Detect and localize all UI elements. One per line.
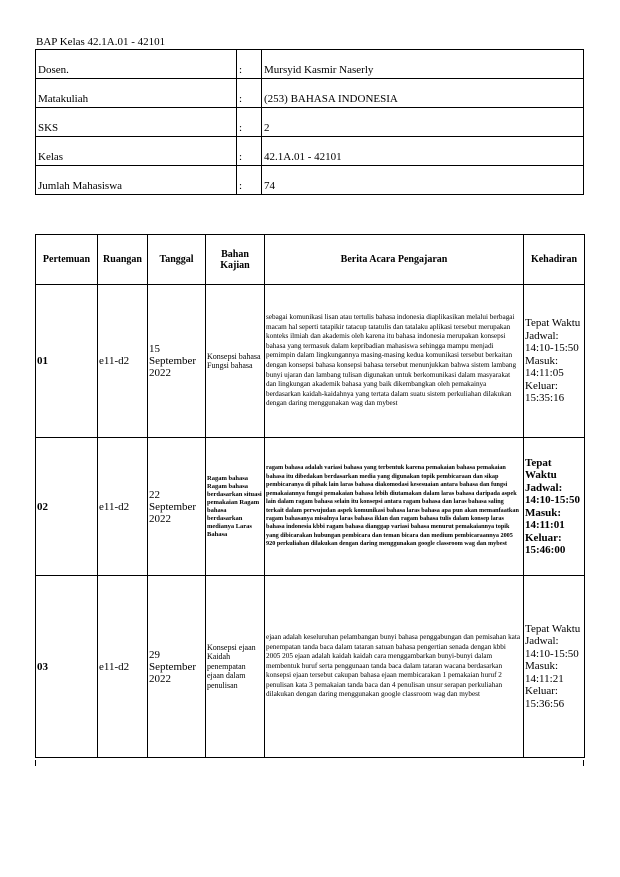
table-continuation-left [35,760,36,766]
column-header: Pertemuan [36,235,98,285]
course-info-table [35,49,584,195]
ruangan-cell: e11-d2 [98,438,148,576]
info-row-dosen [36,50,584,79]
info-value: 2 [262,108,584,137]
pertemuan-cell: 01 [36,285,98,438]
berita-acara-cell: ragam bahasa adalah variasi bahasa yang terbentuk karena pemakaian bahasa pemakaian bahasa itu dibedakan berdasarkan media yang digunakan topik pembicaraan dan sikap pembicaranya di pihak lain laras bahasa diakomodasi kesesuaian antara bahasa dan fungsi pemakaiannya fungsi pemakaian bahasa lebih diutamakan dalam laras bahasa daripada aspek lain dalam ragam bahasa selain itu konsepsi antara ragam bahasa dan laras bahasa saling terkait dalam perwujudan aspek komunikasi bahasa laras bahasa apa pun akan memanfaatkan ragam bahasanya misalnya laras bahasa iklan dan ragam bahasa tulis dalam konsep laras bahasa indonesia kbbi ragam bahasa dianggap variasi bahasa menurut pemakaiannya topik yang dibicarakan hubungan pembicara dan teman bicara dan medium pembicaraannya 2005 920 perkuliahan dilakukan dengan daring menggunakan google classroom wag dan mybest [265,438,524,576]
info-row-jumlah-mahasiswa [36,166,584,195]
info-row-matakuliah [36,79,584,108]
info-value: (253) BAHASA INDONESIA [262,79,584,108]
kehadiran-cell: Tepat Waktu Jadwal: 14:10-15:50 Masuk: 14:11:01 Keluar: 15:46:00 [524,438,585,576]
info-separator: : [237,79,262,108]
bahan-kajian-cell: Konsepsi bahasa Fungsi bahasa [206,285,265,438]
info-row-sks [36,108,584,137]
column-header: Bahan Kajian [206,235,265,285]
info-separator: : [237,166,262,195]
meetings-table [35,234,585,758]
column-header: Ruangan [98,235,148,285]
tanggal-cell: 29 September 2022 [148,576,206,758]
document-title: BAP Kelas 42.1A.01 - 42101 [36,36,166,48]
table-header-row [36,235,585,285]
info-value: 42.1A.01 - 42101 [262,137,584,166]
bahan-kajian-cell: Ragam bahasa Ragam bahasa berdasarkan situasi pemakaian Ragam bahasa berdasarkan medianya Laras Bahasa [206,438,265,576]
ruangan-cell: e11-d2 [98,576,148,758]
kehadiran-cell: Tepat Waktu Jadwal: 14:10-15:50 Masuk: 14:11:21 Keluar: 15:36:56 [524,576,585,758]
info-label: Dosen. [36,50,237,79]
info-value: Mursyid Kasmir Naserly [262,50,584,79]
berita-acara-cell: ejaan adalah keseluruhan pelambangan bunyi bahasa penggabungan dan pemisahan kata penempatan tanda baca dalam tataran satuan bahasa pengertian senada dengan kbbi 2005 205 ejaan adalah kaidah kaidah cara menggambarkan bunyi-bunyi dalam membentuk huruf serta penggunaan tanda baca dalam tataran wacana berdasarkan konsepsi ejaan tersebut cakupan bahasa ejaan membicarakan 1 pemakaian huruf 2 penulisan kata 3 pemakaian tanda baca dan 4 penulisan unsur serapan perkuliahan dilakukan dengan daring menggunakan google classroom wag dan mybest [265,576,524,758]
ruangan-cell: e11-d2 [98,285,148,438]
table-continuation-right [583,760,584,766]
pertemuan-cell: 03 [36,576,98,758]
info-row-kelas [36,137,584,166]
info-label: Jumlah Mahasiswa [36,166,237,195]
info-separator: : [237,137,262,166]
info-value: 74 [262,166,584,195]
info-separator: : [237,108,262,137]
info-label: Matakuliah [36,79,237,108]
table-row [36,438,585,576]
info-label: SKS [36,108,237,137]
tanggal-cell: 15 September 2022 [148,285,206,438]
info-separator: : [237,50,262,79]
tanggal-cell: 22 September 2022 [148,438,206,576]
pertemuan-cell: 02 [36,438,98,576]
column-header: Berita Acara Pengajaran [265,235,524,285]
kehadiran-cell: Tepat Waktu Jadwal: 14:10-15:50 Masuk: 14:11:05 Keluar: 15:35:16 [524,285,585,438]
column-header: Tanggal [148,235,206,285]
column-header: Kehadiran [524,235,585,285]
bahan-kajian-cell: Konsepsi ejaan Kaidah penempatan ejaan dalam penulisan [206,576,265,758]
table-row [36,576,585,758]
info-label: Kelas [36,137,237,166]
berita-acara-cell: sebagai komunikasi lisan atau tertulis bahasa indonesia diaplikasikan melalui berbagai macam hal seperti tatapikir tatacup tatatulis dan tatalaku aplikasi tersebut merupakan konteks ilmiah dan akademis oleh karena itu bahasa indonesia merupakan konsepsi bahasa yang termasuk dalam kepribadian mahasiswa sehingga mampu menjadi pemimpin dalam lingkungannya masing-masing kedua komunikasi tersebut berkaitan dengan konsepsi bahasa konsepsi bahasa tersebut menunjukkan bahwa sistem lambang bunyi ujaran dan lambang tulisan digunakan untuk berkomunikasi dalam masyarakat dan lingkungan akademik bahasa yang baik dikembangkan oleh pemakainya berdasarkan kaidah-kaidahnya yang tertata dalam suatu sistem perkuliahan dilakukan dengan daring menggunakan wag dan mybest [265,285,524,438]
table-row [36,285,585,438]
